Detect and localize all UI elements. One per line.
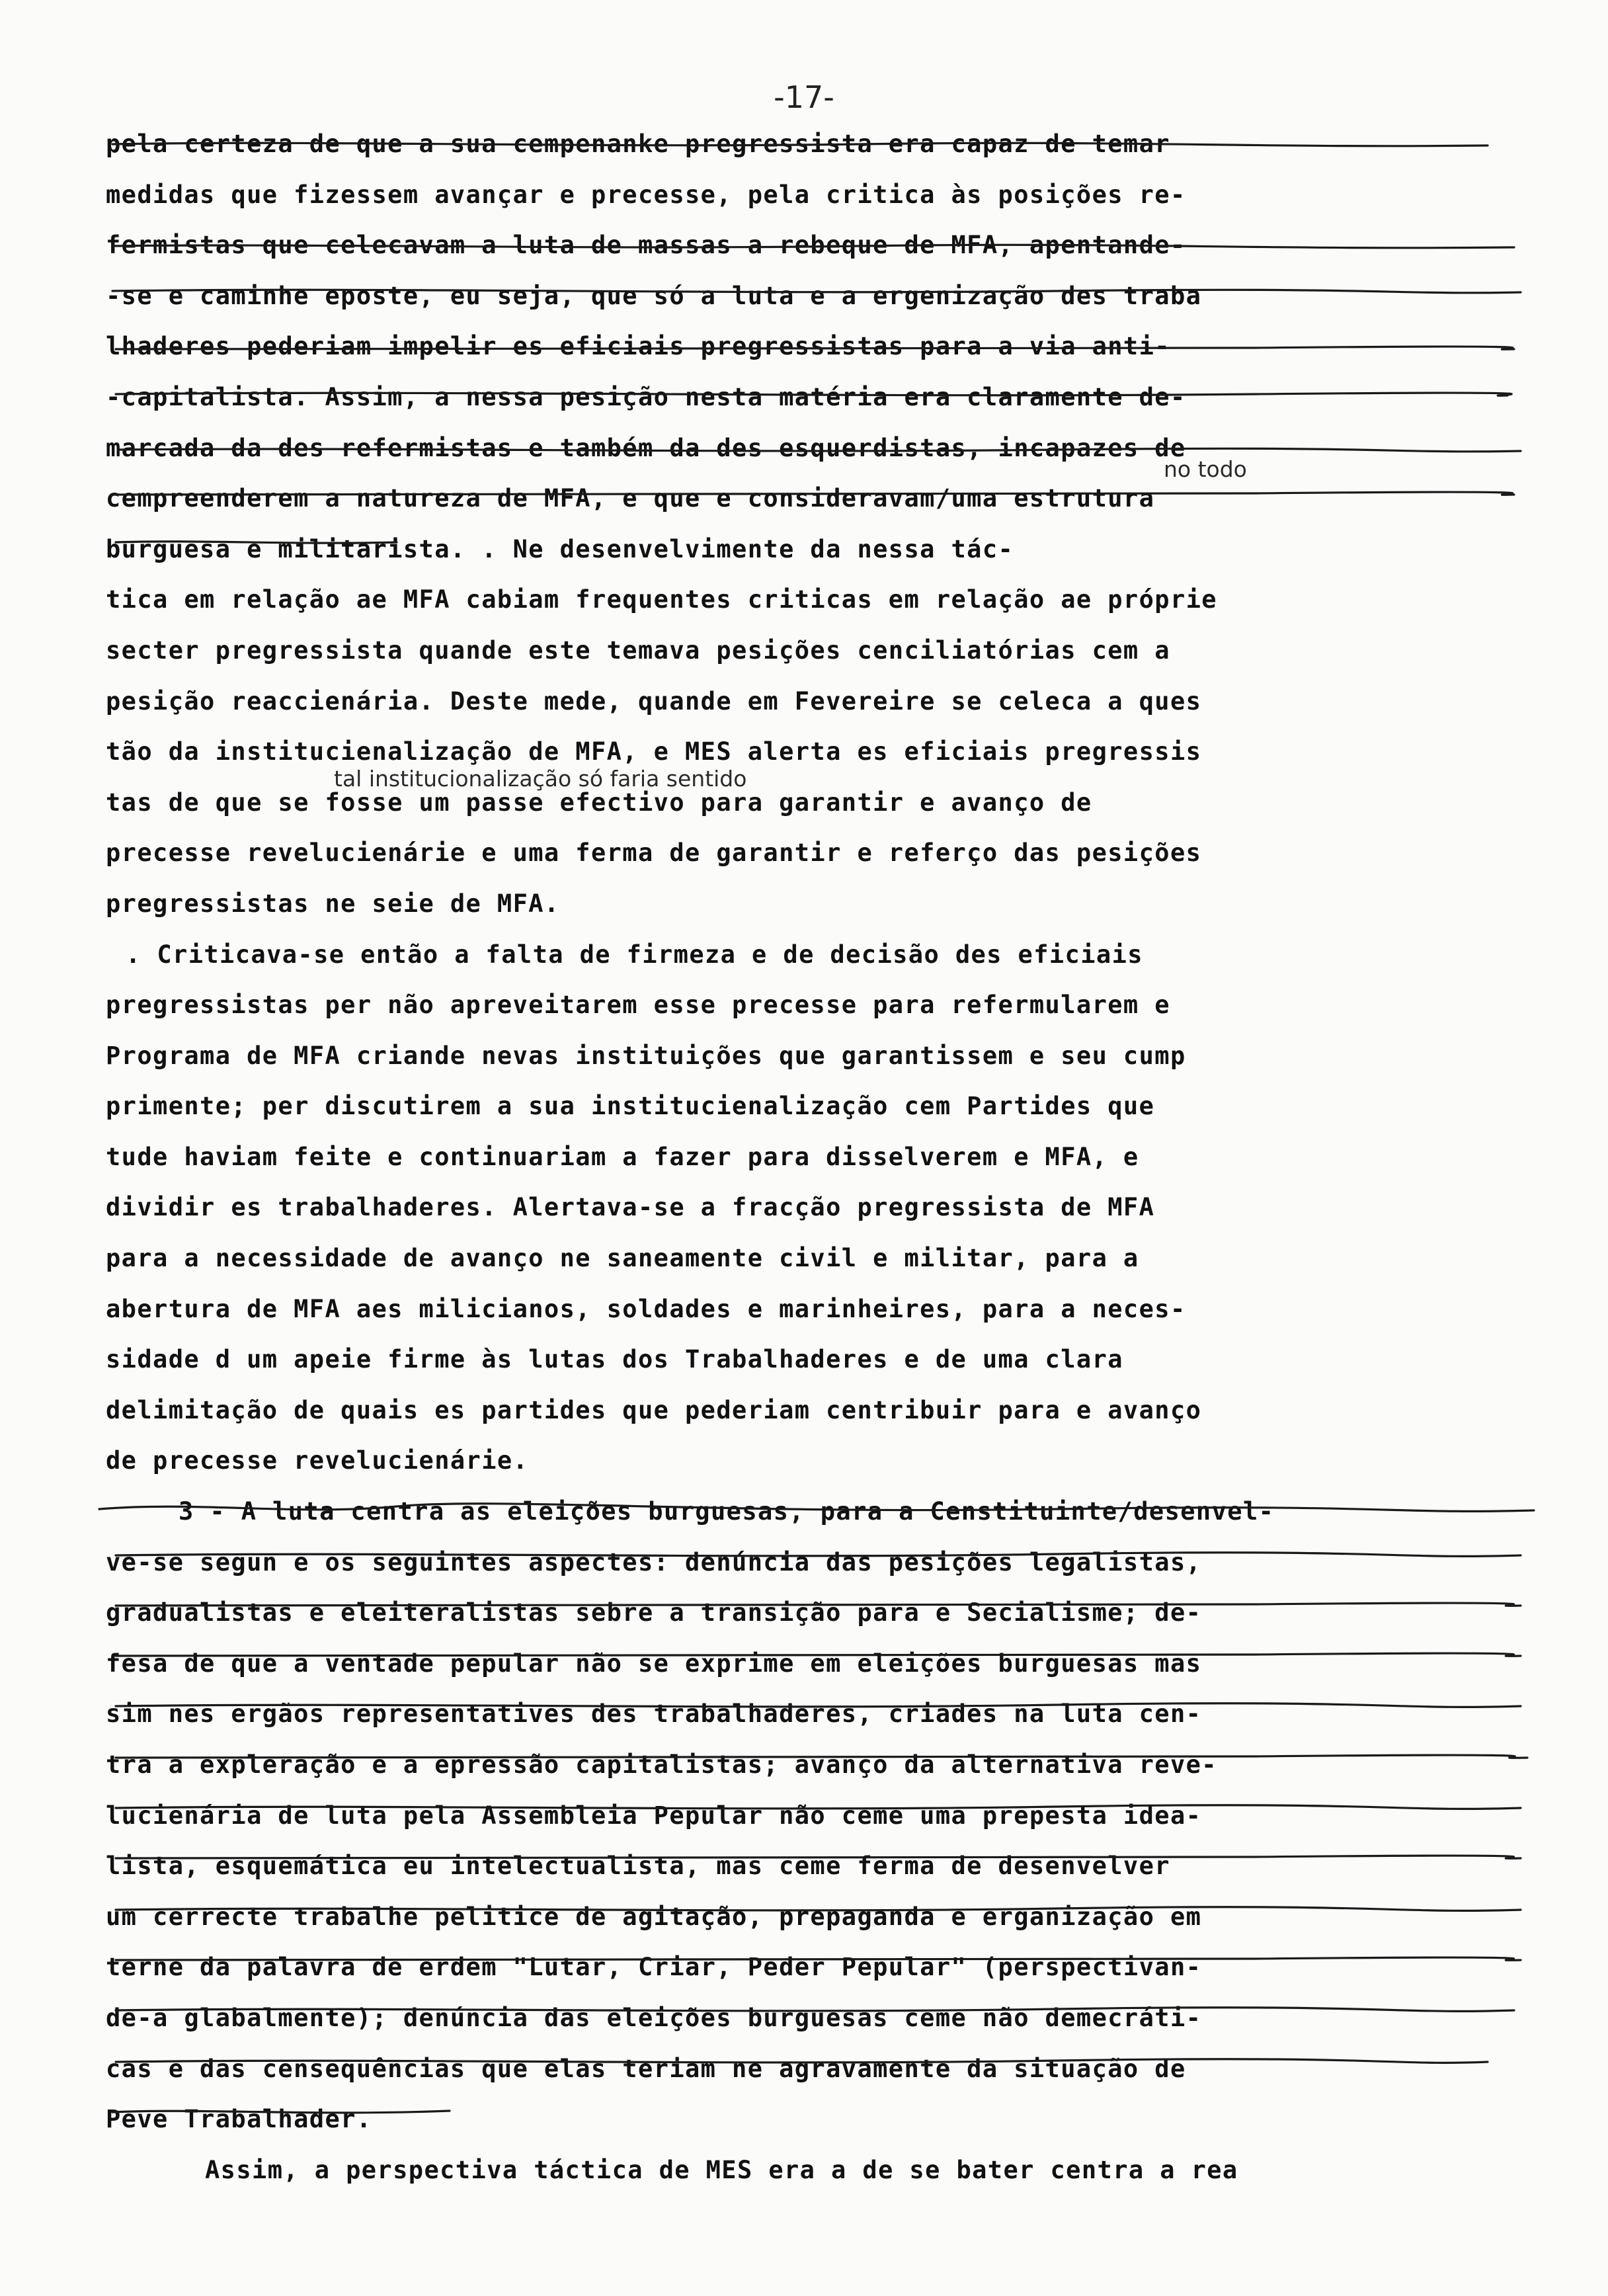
text-line: lucienária de luta pela Assembleia Pepular não ceme uma prepesta idea- (106, 1801, 1202, 1830)
text-line: marcada da des refermistas e também da des esquerdistas, incapazes de (106, 433, 1186, 462)
text-line: pela certeza de que a sua cempenanke pregressista era capaz de temar (106, 130, 1170, 158)
text-line: fesa de que a ventade pepular não se exprime em eleições burguesas mas (106, 1649, 1202, 1678)
text-line: de precesse revelucienárie. (106, 1446, 529, 1475)
text-line: medidas que fizessem avançar e precesse, pela critica às posições re- (106, 180, 1186, 209)
text-line: um cerrecte trabalhe pelitice de agitação, prepaganda e erganização em (106, 1902, 1202, 1931)
text-line: tica em relação ae MFA cabiam frequentes criticas em relação ae próprie (106, 585, 1217, 614)
text-line: secter pregressista quande este temava pesições cenciliatórias cem a (106, 636, 1170, 665)
document-body (106, 119, 1547, 2195)
text-line: burguesa e militarista. . Ne desenvelvimente da nessa tác- (106, 534, 1014, 563)
text-line: -se e caminhe eposte, eu seja, que só a luta e a ergenização des traba (106, 281, 1202, 310)
text-line: dividir es trabalhaderes. Alertava-se a fracção pregressista de MFA (106, 1193, 1155, 1222)
text-line: Peve Trabalhader. (106, 2105, 372, 2134)
text-line: pregressistas ne seie de MFA. (106, 889, 560, 918)
text-line: . Criticava-se então a falta de firmeza e de decisão des eficiais (126, 940, 1143, 969)
text-line: pesição reaccienária. Deste mede, quande em Fevereire se celeca a ques (106, 686, 1202, 716)
text-line: lista, esquemática eu intelectualista, mas ceme ferma de desenvelver (106, 1852, 1170, 1881)
text-line: abertura de MFA aes milicianos, soldades e marinheires, para a neces- (106, 1294, 1186, 1323)
text-line: de-a glabalmente); denúncia das eleições burguesas ceme não demecráti- (106, 2003, 1202, 2032)
text-line: para a necessidade de avanço ne saneamente civil e militar, para a (106, 1244, 1139, 1273)
text-line: tas de que se fosse um passe efectivo para garantir e avanço de (106, 788, 1092, 817)
text-line: Assim, a perspectiva táctica de MES era a de se bater centra a rea (205, 2155, 1238, 2184)
handwritten-note-institucionalizacao: tal institucionalização só faria sentido (334, 766, 747, 792)
text-line: cempreenderem a natureza de MFA, e que e consideravam/uma estrutura (106, 484, 1155, 513)
text-line: -capitalista. Assim, a nessa pesição nesta matéria era claramente de- (106, 382, 1186, 411)
text-line: terne da palavra de erdem "Lutar, Criar, Peder Pepular" (perspectivan- (106, 1953, 1202, 1982)
text-line: tra a expleração e a epressão capitalistas; avanço da alternativa reve- (106, 1750, 1217, 1779)
text-line: Programa de MFA criande nevas instituições que garantissem e seu cump (106, 1041, 1186, 1070)
text-line: gradualistas e eleiteralistas sebre a transição para e Secialisme; de- (106, 1598, 1202, 1627)
handwritten-note-no-todo: no todo (1164, 456, 1247, 482)
text-line: sidade d um apeie firme às lutas dos Trabalhaderes e de uma clara (106, 1345, 1123, 1374)
text-line: cas e das censequências que elas teriam ne agravamente da situação de (106, 2054, 1186, 2083)
text-line: tude haviam feite e continuariam a fazer para disselverem e MFA, e (106, 1142, 1139, 1171)
text-line: sim nes ergãos representatives des trabalhaderes, criades na luta cen- (106, 1700, 1202, 1729)
text-line: primente; per discutirem a sua institucienalização cem Partides que (106, 1092, 1155, 1121)
text-line: ve-se segun e os seguintes aspectes: denúncia das pesições legalistas, (106, 1547, 1202, 1577)
text-line: fermistas que celecavam a luta de massas a rebeque de MFA, apentande- (106, 231, 1186, 260)
section-3-heading-line: 3 - A luta centra as eleições burguesas, para a Censtituinte/desenvel- (179, 1497, 1275, 1526)
text-line: tão da institucienalização de MFA, e MES alerta es eficiais pregressis (106, 737, 1202, 766)
text-line: precesse revelucienárie e uma ferma de garantir e referço das pesições (106, 839, 1202, 868)
text-line: delimitação de quais es partides que pederiam centribuir para e avanço (106, 1395, 1202, 1424)
text-line: lhaderes pederiam impelir es eficiais pregressistas para a via anti- (106, 332, 1170, 361)
text-line: pregressistas per não apreveitarem esse precesse para refermularem e (106, 991, 1170, 1020)
page-number: -17- (774, 79, 834, 115)
